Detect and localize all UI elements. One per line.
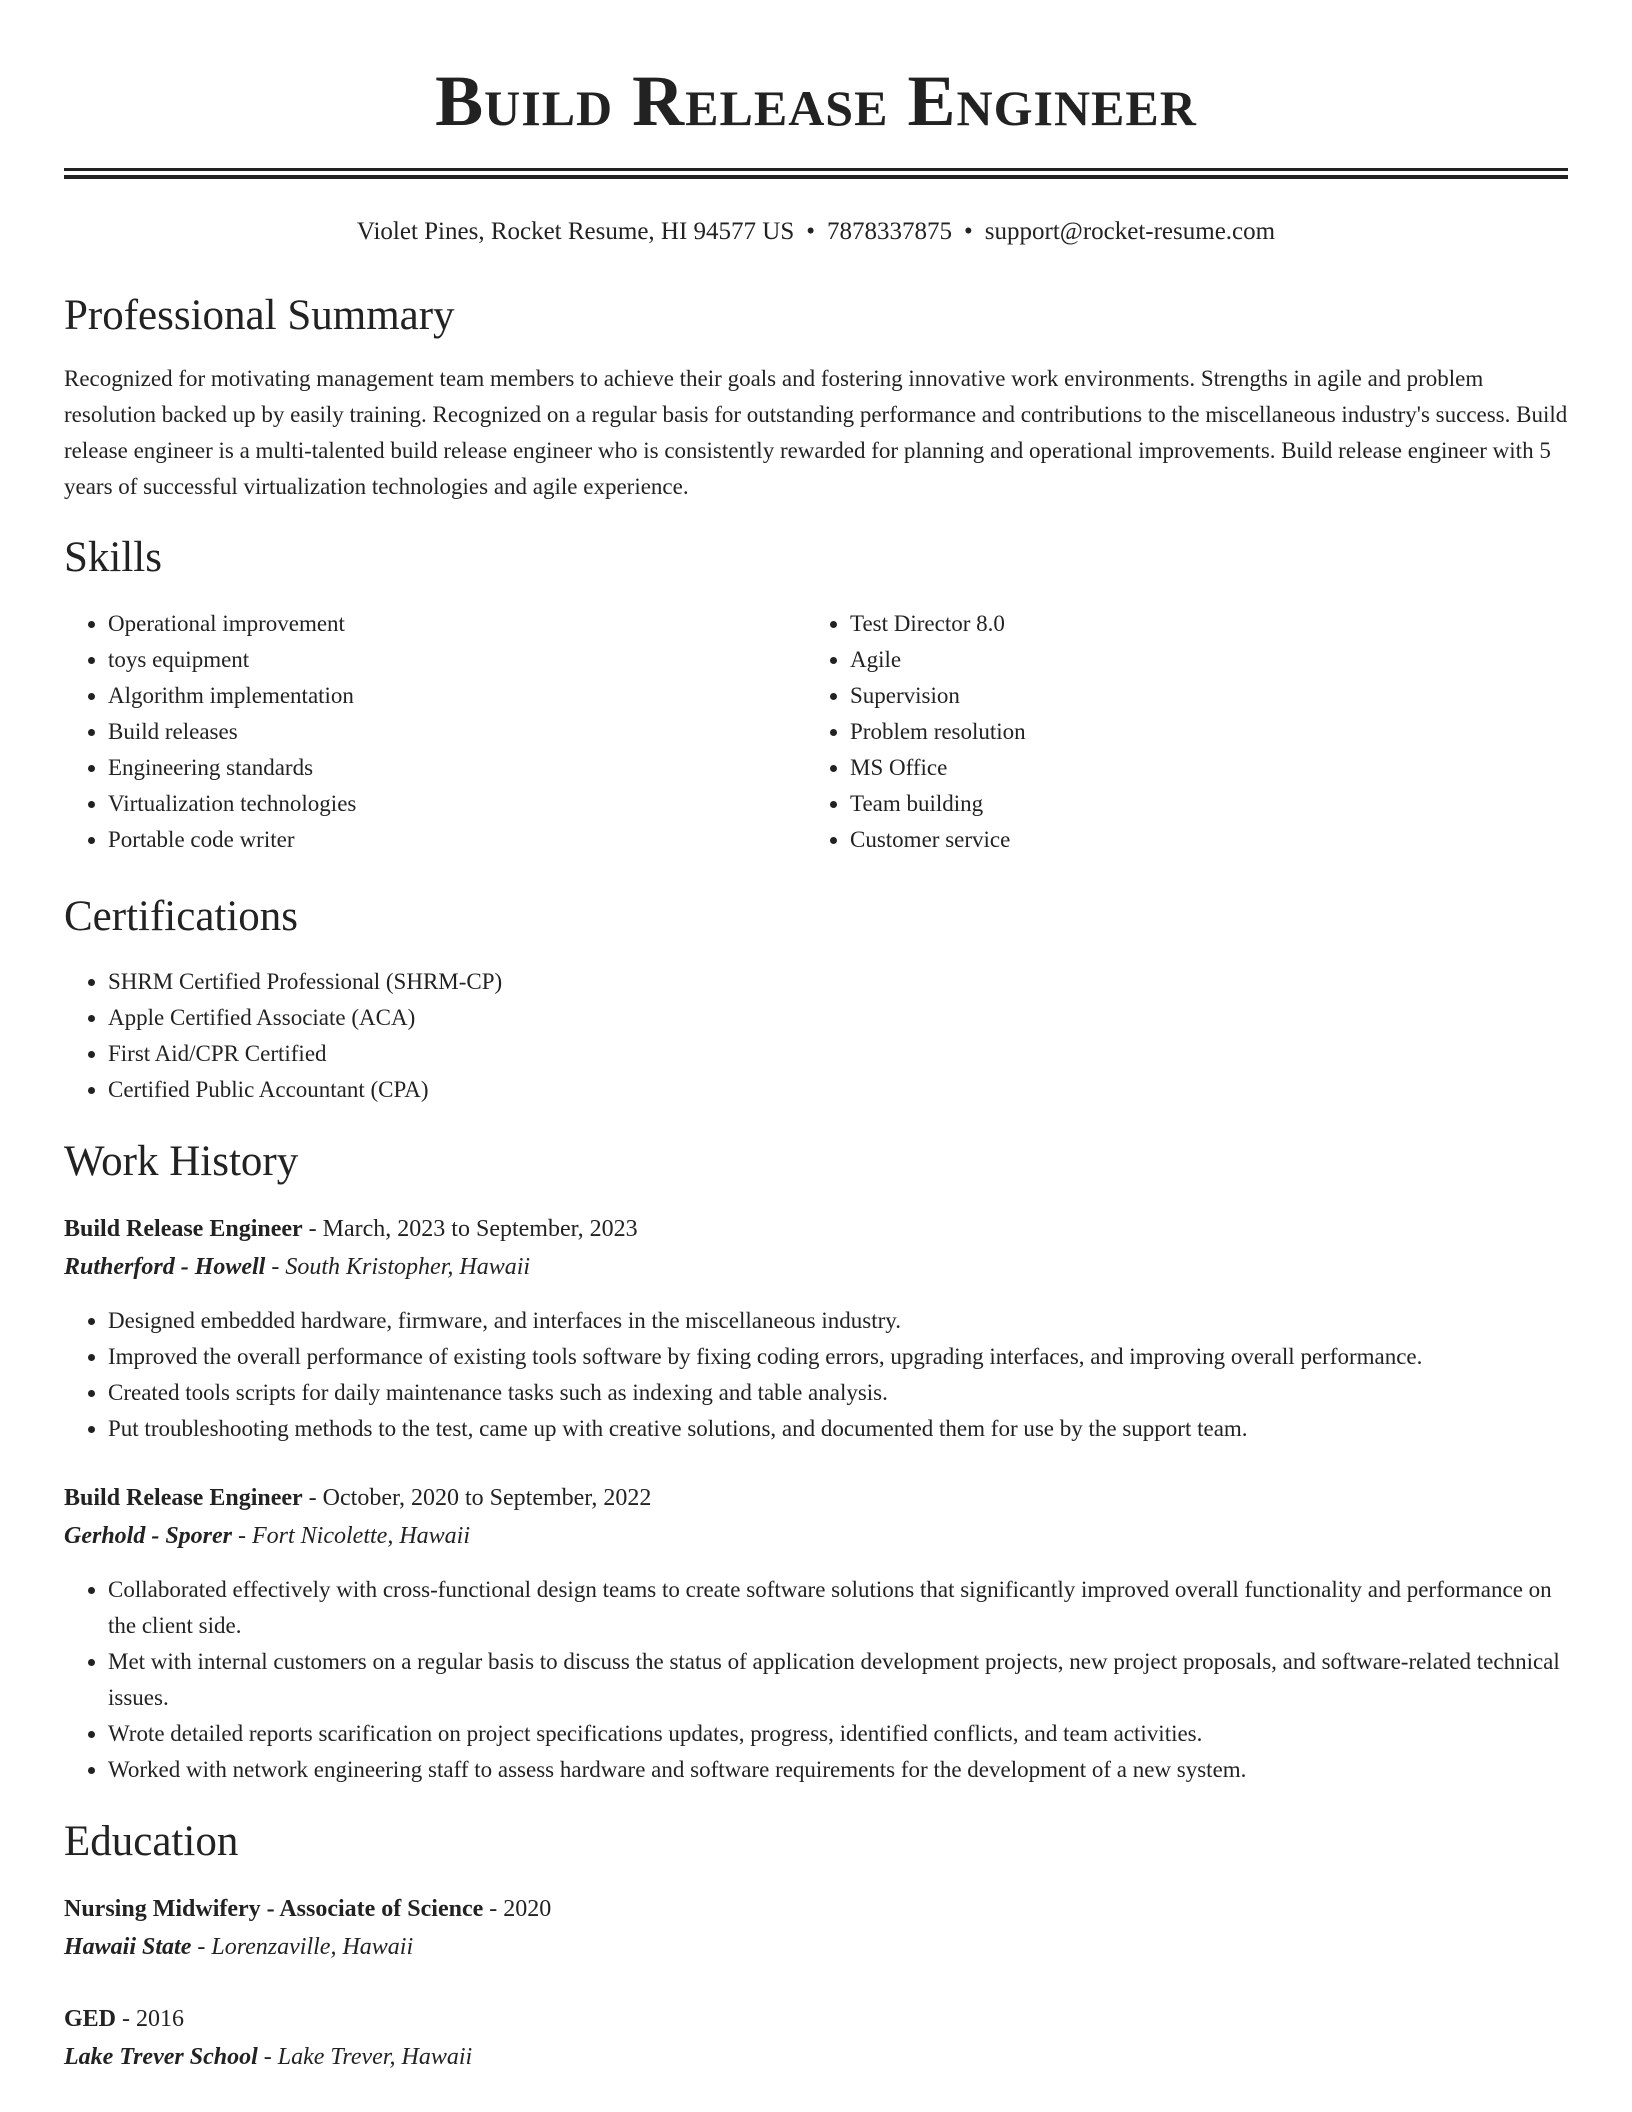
skill-item: • Problem resolution <box>850 714 1550 750</box>
job-company-line <box>64 1248 530 1286</box>
job-company: Gerhold - Sporer <box>64 1523 233 1549</box>
job-title-line <box>64 1479 651 1517</box>
job-title: Build Release Engineer <box>64 1485 303 1511</box>
education-location: - Lake Trever, Hawaii <box>257 2044 473 2070</box>
education-degree: GED <box>64 2006 117 2032</box>
skill-item: • Test Director 8.0 <box>850 606 1550 642</box>
summary-heading: Professional Summary <box>64 292 455 339</box>
education-location: - Lorenzaville, Hawaii <box>191 1934 414 1960</box>
education-school: Lake Trever School <box>64 2044 258 2070</box>
skills-list-left <box>64 606 798 858</box>
certifications-heading: Certifications <box>64 893 299 940</box>
education-heading: Education <box>64 1818 239 1865</box>
job-bullet: • Improved the overall performance of existing tools software by fixing coding errors, upgrading interfaces, and improving overall performance. <box>108 1339 1578 1375</box>
education-degree-line <box>64 2000 184 2038</box>
job-bullet: • Wrote detailed reports scarification on project specifications updates, progress, identified conflicts, and team activities. <box>108 1716 1578 1752</box>
education-degree-line <box>64 1890 551 1928</box>
skill-item: • Agile <box>850 642 1550 678</box>
certification-item: • SHRM Certified Professional (SHRM-CP) <box>108 964 1568 1000</box>
job-location: - Fort Nicolette, Hawaii <box>232 1523 470 1549</box>
education-year: - 2020 <box>483 1896 552 1922</box>
job-dates: - March, 2023 to September, 2023 <box>302 1216 638 1242</box>
certification-item: • Certified Public Accountant (CPA) <box>108 1072 1568 1108</box>
job-company: Rutherford - Howell <box>64 1254 266 1280</box>
contact-separator: • <box>806 218 816 245</box>
skill-item: • Team building <box>850 786 1550 822</box>
skill-item: • toys equipment <box>108 642 798 678</box>
contact-line <box>64 212 1568 252</box>
contact-phone: 7878337875 <box>827 218 953 245</box>
skill-item: • Engineering standards <box>108 750 798 786</box>
skills-heading: Skills <box>64 534 162 581</box>
job-bullet: • Worked with network engineering staff to assess hardware and software requirements for the development of a new system. <box>108 1752 1578 1788</box>
contact-email: support@rocket-resume.com <box>984 218 1276 245</box>
job-company-line <box>64 1517 470 1555</box>
work-history-heading: Work History <box>64 1138 299 1185</box>
education-school: Hawaii State <box>64 1934 192 1960</box>
contact-separator: • <box>964 218 973 245</box>
job-bullet: • Met with internal customers on a regular basis to discuss the status of application development projects, new project proposals, and software-related technical issues. <box>108 1644 1578 1716</box>
education-year: - 2016 <box>116 2006 185 2032</box>
job-bullet: • Created tools scripts for daily maintenance tasks such as indexing and table analysis. <box>108 1375 1578 1411</box>
job-bullets <box>64 1303 1578 1447</box>
job-title-line <box>64 1210 638 1248</box>
title-rule-bottom <box>64 175 1568 179</box>
skill-item: • MS Office <box>850 750 1550 786</box>
skills-list-right <box>806 606 1550 858</box>
skill-item: • Virtualization technologies <box>108 786 798 822</box>
skill-item: • Operational improvement <box>108 606 798 642</box>
job-bullet: • Designed embedded hardware, firmware, and interfaces in the miscellaneous industry. <box>108 1303 1578 1339</box>
skill-item: • Supervision <box>850 678 1550 714</box>
title-rule-top <box>64 168 1568 171</box>
job-title: Build Release Engineer <box>64 1216 303 1242</box>
education-school-line <box>64 2038 472 2076</box>
job-dates: - October, 2020 to September, 2022 <box>302 1485 652 1511</box>
certification-item: • First Aid/CPR Certified <box>108 1036 1568 1072</box>
education-degree: Nursing Midwifery - Associate of Science <box>64 1896 484 1922</box>
job-location: - South Kristopher, Hawaii <box>265 1254 531 1280</box>
resume-title: Build Release Engineer <box>435 61 1197 141</box>
skill-item: • Customer service <box>850 822 1550 858</box>
skill-item: • Build releases <box>108 714 798 750</box>
summary-text: Recognized for motivating management team members to achieve their goals and fostering innovative work environments. Strengths in agile and problem resolution backed up by easily training. Recognized on a regular basis for outstanding performance and contributions to the miscellaneous industry's success. Build release engineer is a multi-talented build release engineer who is consistently rewarded for planning and operational improvements. Build release engineer with 5 years of successful virtualization technologies and agile experience. <box>64 366 1568 499</box>
certification-item: • Apple Certified Associate (ACA) <box>108 1000 1568 1036</box>
contact-address: Violet Pines, Rocket Resume, HI 94577 US <box>356 218 795 245</box>
job-bullet: • Put troubleshooting methods to the test, came up with creative solutions, and documented them for use by the support team. <box>108 1411 1578 1447</box>
certifications-list <box>64 964 1568 1108</box>
job-bullet: • Collaborated effectively with cross-functional design teams to create software solutions that significantly improved overall functionality and performance on the client side. <box>108 1572 1578 1644</box>
skill-item: • Algorithm implementation <box>108 678 798 714</box>
skill-item: • Portable code writer <box>108 822 798 858</box>
education-school-line <box>64 1928 413 1966</box>
job-bullets <box>64 1572 1578 1788</box>
